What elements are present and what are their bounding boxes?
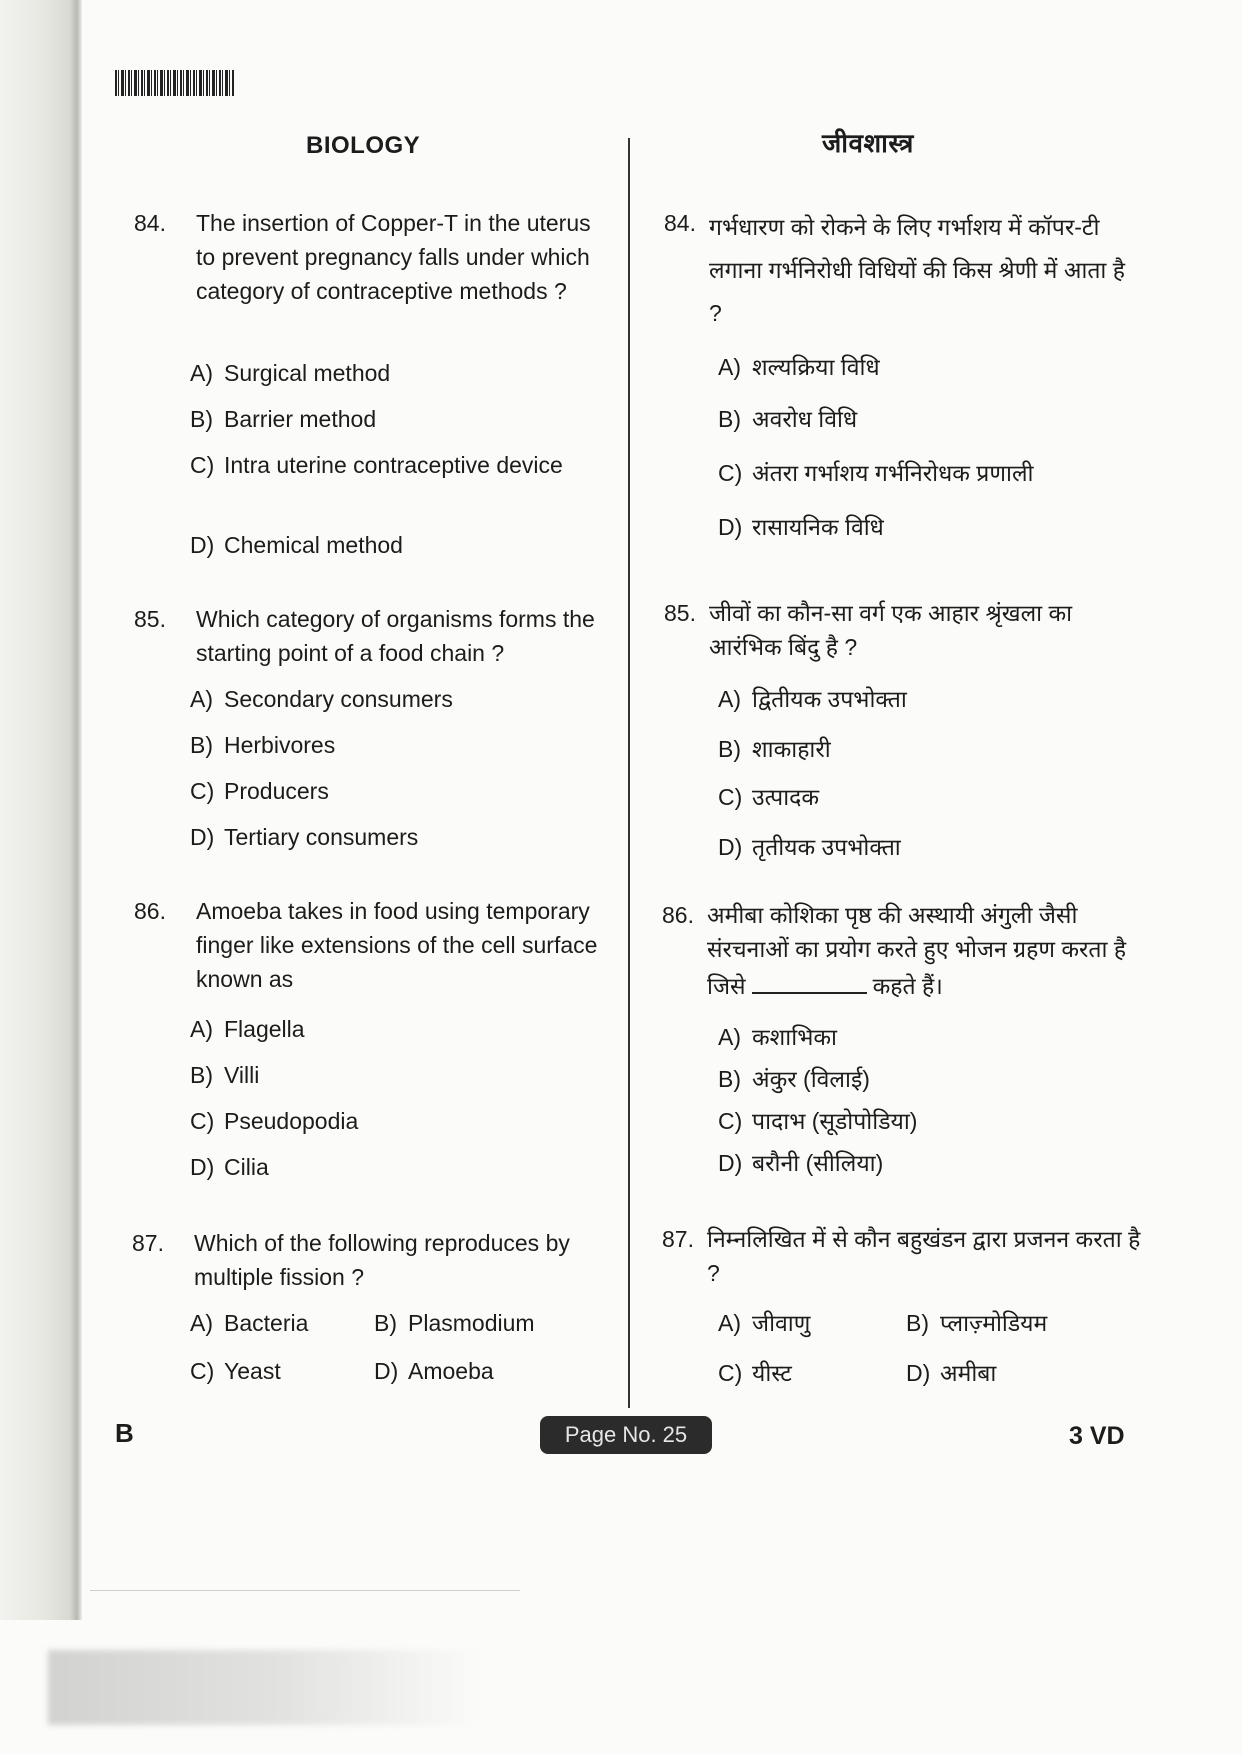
question-number: 85. xyxy=(134,606,166,632)
question-84-hi xyxy=(664,206,1134,336)
option-label: A) xyxy=(718,354,741,380)
question-86-en xyxy=(134,894,604,999)
option-label: B) xyxy=(190,1062,213,1088)
option-text: जीवाणु xyxy=(752,1310,811,1336)
paper-code: 3 VD xyxy=(1069,1422,1125,1450)
option-label: C) xyxy=(190,452,215,478)
option-text: Surgical method xyxy=(224,360,391,386)
option-85-c-en[interactable] xyxy=(190,774,329,808)
question-text-before: अमीबा कोशिका पृष्ठ की अस्थायी अंगुली जैसी संरचनाओं का प्रयोग करते हुए भोजन ग्रहण करता है जिसे xyxy=(707,902,1127,999)
question-87-en xyxy=(132,1226,602,1296)
option-text: उत्पादक xyxy=(752,784,820,810)
question-84-en xyxy=(134,206,604,346)
question-number: 85. xyxy=(664,600,696,626)
question-85-hi xyxy=(664,596,1134,676)
option-84-a-hi[interactable] xyxy=(718,350,880,384)
question-text-after: कहते हैं। xyxy=(872,973,943,999)
option-85-d-en[interactable] xyxy=(190,820,418,854)
option-87-c-en[interactable] xyxy=(190,1354,281,1388)
option-label: A) xyxy=(718,1024,741,1050)
page-number-badge: Page No. 25 xyxy=(540,1416,712,1454)
option-label: C) xyxy=(718,1108,743,1134)
option-label: C) xyxy=(190,1358,215,1384)
option-text: अंकुर (विलाई) xyxy=(752,1066,870,1092)
option-86-b-en[interactable] xyxy=(190,1058,259,1092)
option-text: अमीबा xyxy=(940,1360,997,1386)
option-text: कशाभिका xyxy=(752,1024,838,1050)
option-label: C) xyxy=(190,778,215,804)
option-85-b-hi[interactable] xyxy=(718,732,831,766)
option-label: A) xyxy=(190,1016,213,1042)
option-87-b-hi[interactable] xyxy=(906,1306,1047,1340)
option-84-d-en[interactable] xyxy=(190,528,403,562)
option-86-a-hi[interactable] xyxy=(718,1020,837,1054)
option-label: A) xyxy=(718,1310,741,1336)
option-84-c-en[interactable] xyxy=(190,448,564,482)
title-hindi: जीवशास्त्र xyxy=(822,128,914,158)
option-label: D) xyxy=(190,1154,215,1180)
title-english: BIOLOGY xyxy=(306,132,421,159)
option-text: Intra uterine contraceptive device xyxy=(224,452,563,478)
option-text: Tertiary consumers xyxy=(224,824,419,850)
option-86-c-en[interactable] xyxy=(190,1104,358,1138)
option-84-a-en[interactable] xyxy=(190,356,390,390)
question-text: Which of the following reproduces by multiple fission ? xyxy=(194,1230,570,1290)
option-text: शाकाहारी xyxy=(752,736,831,762)
barcode xyxy=(115,70,235,96)
question-number: 84. xyxy=(664,210,696,236)
option-text: शल्यक्रिया विधि xyxy=(752,354,880,380)
option-84-b-en[interactable] xyxy=(190,402,376,436)
series-code: B xyxy=(115,1418,134,1448)
option-label: B) xyxy=(190,732,213,758)
option-87-d-en[interactable] xyxy=(374,1354,494,1388)
question-text: Which category of organisms forms the starting point of a food chain ? xyxy=(196,606,595,666)
question-87-hi xyxy=(662,1222,1142,1286)
option-label: D) xyxy=(718,1150,743,1176)
option-label: A) xyxy=(718,686,741,712)
question-text: The insertion of Copper-T in the uterus to prevent pregnancy falls under which category of contraceptive methods ? xyxy=(196,210,591,304)
option-text: Secondary consumers xyxy=(224,686,453,712)
option-text: रासायनिक विधि xyxy=(752,514,884,540)
column-divider xyxy=(628,138,630,1408)
option-text: Bacteria xyxy=(224,1310,309,1336)
option-85-d-hi[interactable] xyxy=(718,830,901,864)
scan-line xyxy=(90,1590,520,1591)
option-84-b-hi[interactable] xyxy=(718,402,857,436)
option-text: Amoeba xyxy=(408,1358,494,1384)
option-85-a-en[interactable] xyxy=(190,682,453,716)
option-87-d-hi[interactable] xyxy=(906,1356,996,1390)
option-label: B) xyxy=(718,1066,741,1092)
option-84-c-hi[interactable] xyxy=(718,456,1034,490)
option-text: द्वितीयक उपभोक्ता xyxy=(752,686,907,712)
question-number: 84. xyxy=(134,210,166,236)
option-text: बरौनी (सीलिया) xyxy=(752,1150,884,1176)
option-87-a-en[interactable] xyxy=(190,1306,308,1340)
option-85-c-hi[interactable] xyxy=(718,780,819,814)
question-number: 86. xyxy=(662,902,694,928)
option-text: Yeast xyxy=(224,1358,281,1384)
question-text: निम्नलिखित में से कौन बहुखंडन द्वारा प्रजनन करता है ? xyxy=(707,1226,1141,1286)
option-label: D) xyxy=(718,514,743,540)
option-86-a-en[interactable] xyxy=(190,1012,305,1046)
question-number: 86. xyxy=(134,898,166,924)
option-84-d-hi[interactable] xyxy=(718,510,884,544)
option-label: D) xyxy=(906,1360,931,1386)
option-text: Herbivores xyxy=(224,732,336,758)
option-text: प्लाज़्मोडियम xyxy=(940,1310,1048,1336)
option-86-d-en[interactable] xyxy=(190,1150,269,1184)
question-text: गर्भधारण को रोकने के लिए गर्भाशय में कॉपर-टी लगाना गर्भनिरोधी विधियों की किस श्रेणी में आता है ? xyxy=(709,214,1125,326)
question-text: Amoeba takes in food using temporary finger like extensions of the cell surface known as xyxy=(196,898,598,992)
option-text: यीस्ट xyxy=(752,1360,792,1386)
option-text: Flagella xyxy=(224,1016,305,1042)
scan-left-edge xyxy=(0,0,82,1620)
question-text xyxy=(707,898,1132,1003)
option-label: D) xyxy=(718,834,743,860)
option-85-b-en[interactable] xyxy=(190,728,335,762)
option-87-b-en[interactable] xyxy=(374,1306,535,1340)
option-87-c-hi[interactable] xyxy=(718,1356,792,1390)
option-label: B) xyxy=(374,1310,397,1336)
option-text: Producers xyxy=(224,778,329,804)
option-label: A) xyxy=(190,1310,213,1336)
option-label: A) xyxy=(190,686,213,712)
option-text: तृतीयक उपभोक्ता xyxy=(752,834,901,860)
option-86-b-hi[interactable] xyxy=(718,1062,870,1096)
option-87-a-hi[interactable] xyxy=(718,1306,810,1340)
option-label: B) xyxy=(718,736,741,762)
option-label: D) xyxy=(190,532,215,558)
option-label: B) xyxy=(906,1310,929,1336)
option-text: अंतरा गर्भाशय गर्भनिरोधक प्रणाली xyxy=(752,460,1034,486)
option-label: D) xyxy=(190,824,215,850)
option-86-d-hi[interactable] xyxy=(718,1146,883,1180)
option-text: Plasmodium xyxy=(408,1310,535,1336)
option-label: B) xyxy=(190,406,213,432)
option-text: Pseudopodia xyxy=(224,1108,359,1134)
option-label: C) xyxy=(718,784,743,810)
answer-blank xyxy=(752,966,867,994)
option-text: Cilia xyxy=(224,1154,269,1180)
option-label: B) xyxy=(718,406,741,432)
option-text: पादाभ (सूडोपोडिया) xyxy=(752,1108,918,1134)
option-label: A) xyxy=(190,360,213,386)
option-label: D) xyxy=(374,1358,399,1384)
option-text: Villi xyxy=(224,1062,260,1088)
option-text: अवरोध विधि xyxy=(752,406,858,432)
question-number: 87. xyxy=(132,1230,164,1256)
question-85-en xyxy=(134,602,604,672)
question-86-hi xyxy=(662,898,1132,1008)
option-85-a-hi[interactable] xyxy=(718,682,907,716)
question-text: जीवों का कौन-सा वर्ग एक आहार श्रृंखला का आरंभिक बिंदु है ? xyxy=(709,600,1073,660)
option-86-c-hi[interactable] xyxy=(718,1104,917,1138)
question-number: 87. xyxy=(662,1226,694,1252)
option-label: C) xyxy=(718,1360,743,1386)
scan-smudge xyxy=(48,1650,478,1725)
option-text: Chemical method xyxy=(224,532,403,558)
option-label: C) xyxy=(718,460,743,486)
option-text: Barrier method xyxy=(224,406,377,432)
option-label: C) xyxy=(190,1108,215,1134)
